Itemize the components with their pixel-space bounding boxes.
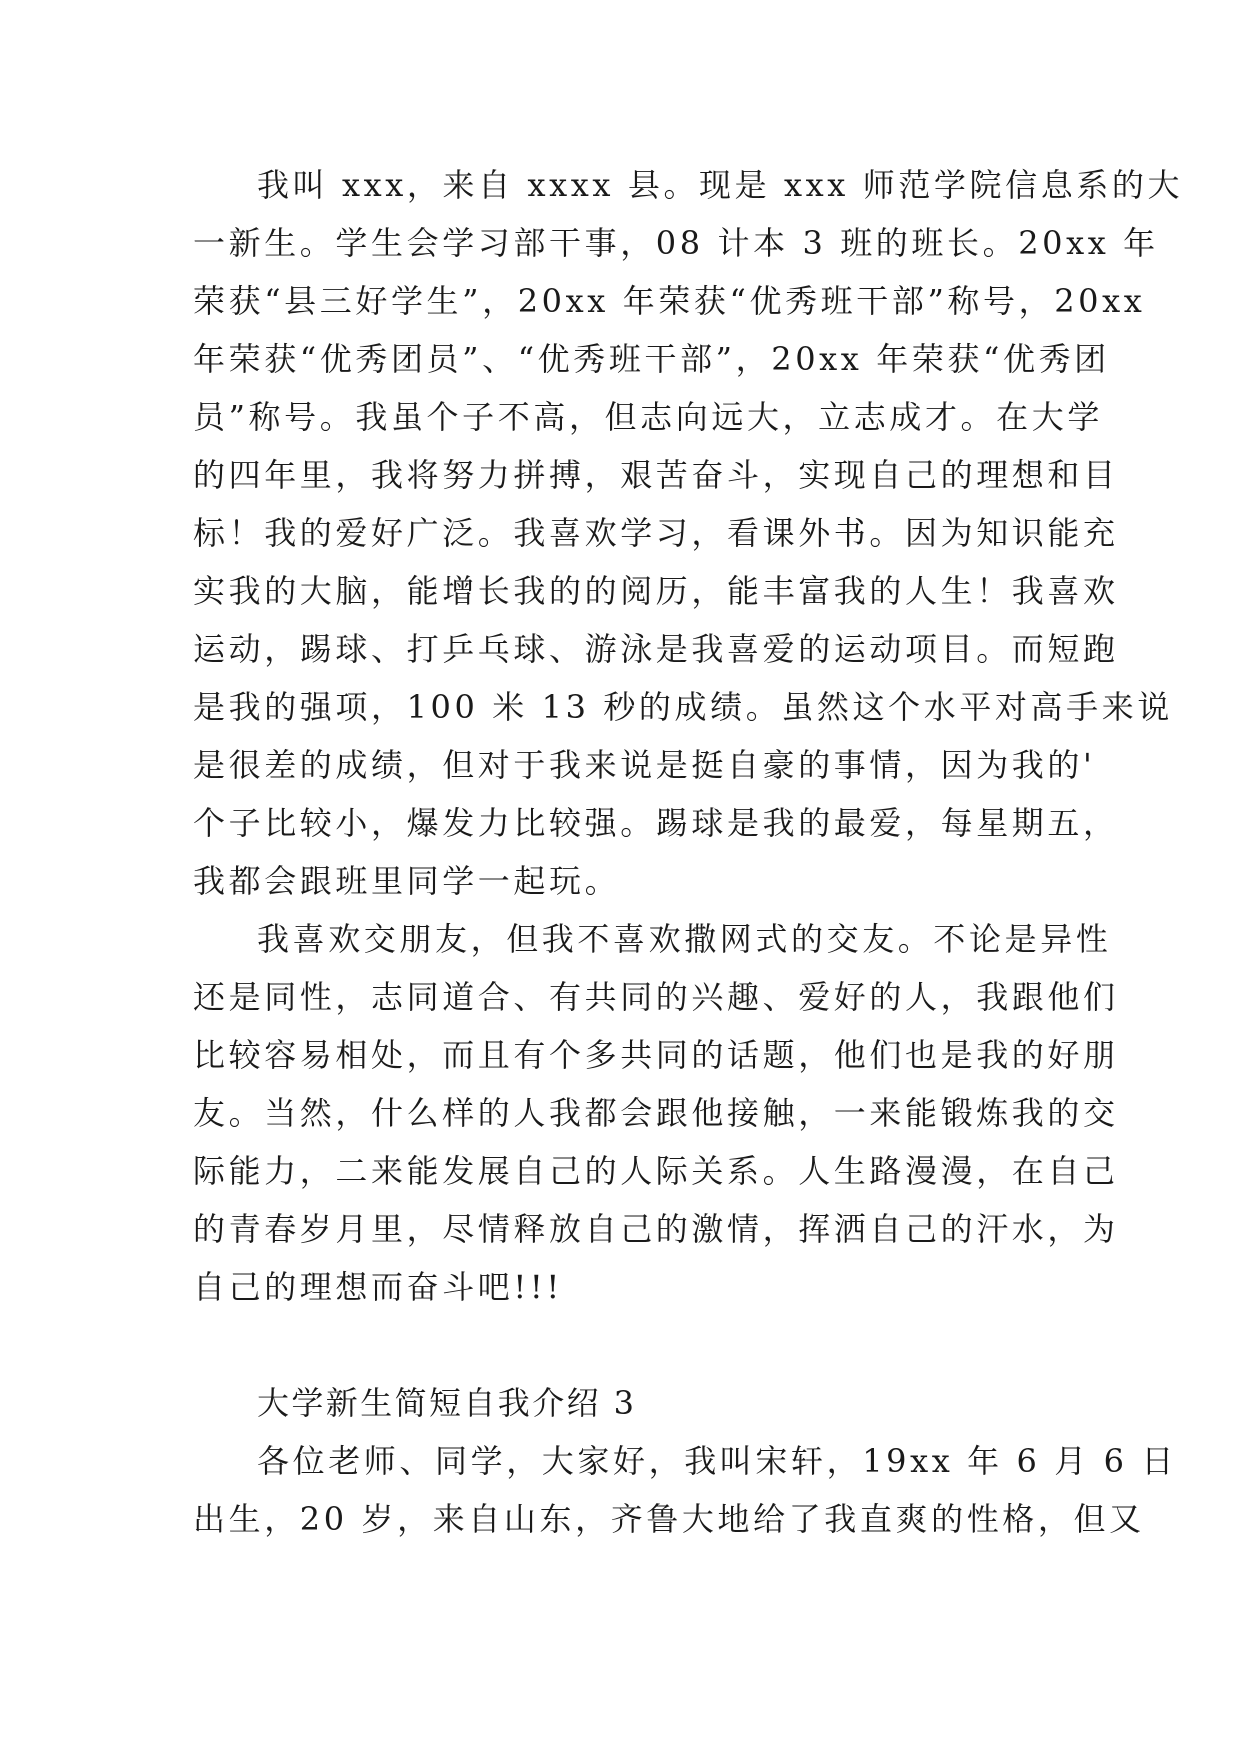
- paragraph-2-line-3: 比较容易相处，而且有个多共同的话题，他们也是我的好朋: [193, 1036, 1119, 1074]
- paragraph-2-line-2: 还是同性，志同道合、有共同的兴趣、爱好的人，我跟他们: [193, 978, 1119, 1016]
- section-title: 大学新生简短自我介绍 3: [257, 1384, 637, 1422]
- paragraph-1-line-5: 员”称号。我虽个子不高，但志向远大，立志成才。在大学: [193, 398, 1103, 436]
- paragraph-1-line-6: 的四年里，我将努力拼搏，艰苦奋斗，实现自己的理想和目: [193, 456, 1119, 494]
- paragraph-1-line-7: 标！我的爱好广泛。我喜欢学习，看课外书。因为知识能充: [193, 514, 1119, 552]
- paragraph-1-line-8: 实我的大脑，能增长我的的阅历，能丰富我的人生！我喜欢: [193, 572, 1119, 610]
- paragraph-2-line-5: 际能力，二来能发展自己的人际关系。人生路漫漫，在自己: [193, 1152, 1119, 1190]
- paragraph-1-line-13: 我都会跟班里同学一起玩。: [193, 862, 621, 900]
- paragraph-3-line-1: 各位老师、同学，大家好，我叫宋轩，19xx 年 6 月 6 日: [257, 1442, 1177, 1480]
- paragraph-3-line-2: 出生，20 岁，来自山东，齐鲁大地给了我直爽的性格，但又: [193, 1500, 1145, 1538]
- paragraph-2-line-4: 友。当然，什么样的人我都会跟他接触，一来能锻炼我的交: [193, 1094, 1119, 1132]
- paragraph-1-line-3: 荣获“县三好学生”，20xx 年荣获“优秀班干部”称号，20xx: [193, 282, 1146, 320]
- paragraph-1-line-10: 是我的强项，100 米 13 秒的成绩。虽然这个水平对高手来说: [193, 688, 1173, 726]
- paragraph-2-line-6: 的青春岁月里，尽情释放自己的激情，挥洒自己的汗水，为: [193, 1210, 1119, 1248]
- paragraph-1-line-9: 运动，踢球、打乒乓球、游泳是我喜爱的运动项目。而短跑: [193, 630, 1119, 668]
- paragraph-1-line-4: 年荣获“优秀团员”、“优秀班干部”，20xx 年荣获“优秀团: [193, 340, 1110, 378]
- paragraph-2-line-7: 自己的理想而奋斗吧!!!: [193, 1268, 563, 1306]
- paragraph-1-line-12: 个子比较小，爆发力比较强。踢球是我的最爱，每星期五，: [193, 804, 1119, 842]
- paragraph-1-line-2: 一新生。学生会学习部干事，08 计本 3 班的班长。20xx 年: [193, 224, 1159, 262]
- paragraph-2-line-1: 我喜欢交朋友，但我不喜欢撒网式的交友。不论是异性: [257, 920, 1112, 958]
- paragraph-1-line-11: 是很差的成绩，但对于我来说是挺自豪的事情，因为我的': [193, 746, 1096, 784]
- paragraph-1-line-1: 我叫 xxx，来自 xxxx 县。现是 xxx 师范学院信息系的大: [257, 166, 1184, 204]
